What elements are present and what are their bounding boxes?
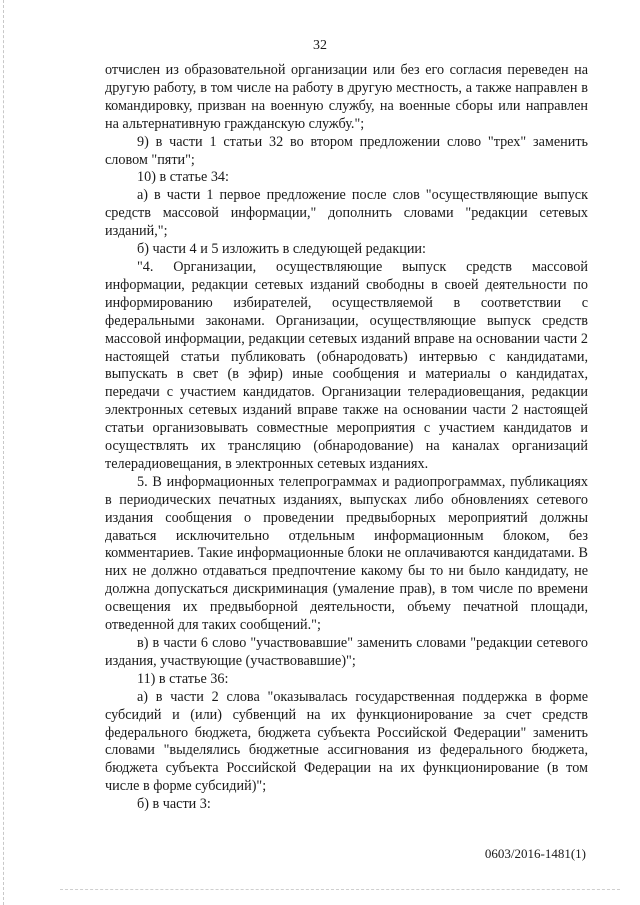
scan-edge-left bbox=[3, 0, 5, 905]
paragraph: 11) в статье 36: bbox=[137, 670, 229, 687]
paragraph: а) в части 1 первое предложение после слов "осуществляющие выпуск средств массовой информации," дополнить словами "редакции сетевых изданий,"; bbox=[105, 187, 588, 240]
document-code: 0603/2016-1481(1) bbox=[484, 846, 586, 861]
scan-edge-bottom bbox=[60, 889, 620, 891]
paragraph: "4. Организации, осуществляющие выпуск средств массовой информации, редакции сетевых изданий свободны в своей деятельности по информированию избирателей, осуществляемой в соответствии с федеральными законами. Организации, осуществляющие выпуск средств массовой информации, редакции сетевых изданий вправе на основании части 2 настоящей статьи публиковать (обнародовать) интервью с кандидатами, выпускать в свет (в эфир) иные сообщения и материалы о кандидатах, передачи с участием кандидатов. Организации телерадиовещания, редакции электронных сетевых изданий вправе также на основании части 2 настоящей статьи организовывать совместные мероприятия с участием кандидатов и осуществлять их трансляцию (обнародование) на каналах организаций телерадиовещания, в электронных сетевых изданиях. bbox=[105, 258, 588, 472]
paragraph: 9) в части 1 статьи 32 во втором предложении слово "трех" заменить словом "пяти"; bbox=[105, 133, 588, 168]
paragraph: а) в части 2 слова "оказывалась государственная поддержка в форме субсидий и (или) субвенций на их функционирование за счет средств федерального бюджета, бюджета субъекта Российской Федерации" заменить словами "выделялись бюджетные ассигнования из федерального бюджета, бюджета субъекта Российской Федерации на их функционирование (в том числе в форме субсидий)"; bbox=[105, 688, 588, 795]
paragraph: в) в части 6 слово "участвовавшие" заменить словами "редакции сетевого издания, участвующие (участвовавшие)"; bbox=[105, 635, 588, 669]
paragraph: 10) в статье 34: bbox=[137, 169, 229, 186]
paragraph: 5. В информационных телепрограммах и радиопрограммах, публикациях в периодических печатных изданиях, выпусках либо обновлениях сетевого издания сообщения о проведении предвыборных мероприятий должны даваться исключительно отдельным информационным блоком, без комментариев. Такие информационные блоки не оплачиваются кандидатами. В них не должно отдаваться предпочтение какому бы то ни было кандидату, не должна допускаться дискриминация (умаление прав), в том числе по времени освещения их предвыборной деятельности, объему печатной площади, отведенной для таких сообщений."; bbox=[105, 473, 588, 634]
page-number: 32 bbox=[313, 38, 327, 53]
paragraph: б) в части 3: bbox=[137, 796, 211, 813]
paragraph: б) части 4 и 5 изложить в следующей редакции: bbox=[137, 241, 426, 258]
document-body bbox=[105, 62, 588, 814]
paragraph: отчислен из образовательной организации или без его согласия переведен на другую работу, в том числе на работу в другую местность, а также направлен в командировку, призван на военную службу, на военные сборы или направлен на альтернативную гражданскую службу."; bbox=[105, 62, 588, 132]
